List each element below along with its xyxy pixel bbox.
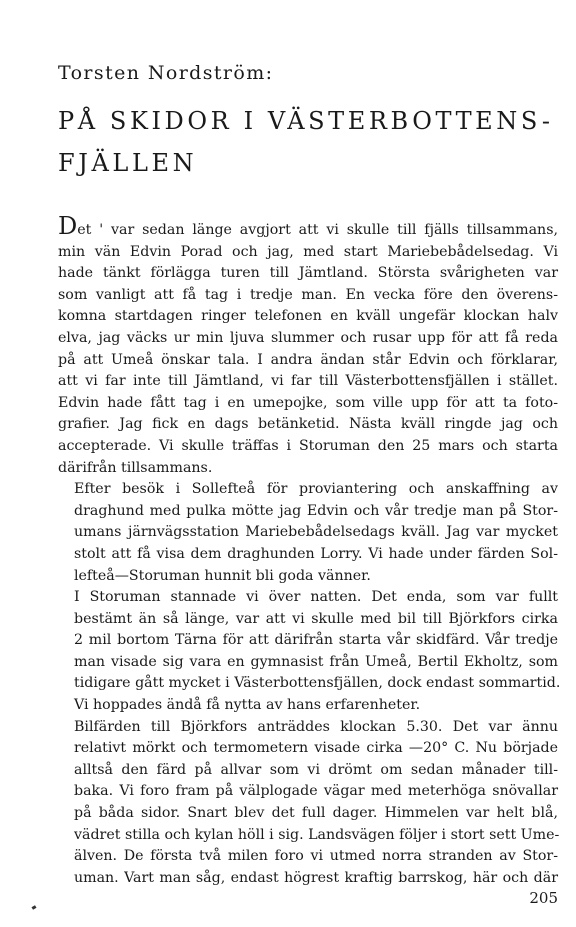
text-line: bestämt än så länge, var att vi skulle med bil till Björkfors cirka bbox=[74, 610, 558, 627]
paragraph-2 bbox=[58, 479, 558, 587]
text-line: Efter besök i Sollefteå för proviantering och anskaffning av bbox=[74, 481, 558, 498]
text-line: hade tänkt förlägga turen till Jämtland. Största svårigheten var bbox=[58, 265, 558, 282]
text-line: att vi far inte till Jämtland, vi far till Västerbottensfjällen i stället. bbox=[58, 373, 558, 390]
text-line: stolt att få visa dem draghunden Lorry. Vi hade under färden Sol- bbox=[74, 545, 558, 562]
text-line: Det ' var sedan länge avgjort att vi skulle till fjälls tillsammans, bbox=[58, 212, 558, 240]
text-line: komna startdagen ringer telefonen en kväll ungefär klockan halv bbox=[58, 308, 558, 325]
text-line: grafier. Jag fick en dags betänketid. Nästa kväll ringde jag och bbox=[58, 416, 558, 433]
paragraph-4 bbox=[58, 717, 558, 890]
article-title-line-1: PÅ SKIDOR I VÄSTERBOTTENS- bbox=[58, 107, 554, 135]
article-title-line-2: FJÄLLEN bbox=[58, 149, 198, 177]
text-line: Vi hoppades ändå få nytta av hans erfarenheter. bbox=[74, 697, 421, 714]
text-line: accepterade. Vi skulle träffas i Storuman den 25 mars och starta bbox=[58, 437, 558, 454]
text-line: alltså den färd på allvar som vi drömt om sedan månader till- bbox=[74, 761, 558, 778]
paragraph-3 bbox=[58, 587, 561, 717]
article-body bbox=[58, 212, 561, 889]
text-line: på båda sidor. Snart blev det full dager. Himmelen var helt blå, bbox=[74, 805, 558, 822]
text-line: I Storuman stannade vi över natten. Det enda, som var fullt bbox=[74, 589, 558, 606]
text-line: tidigare gått mycket i Västerbottensfjällen, dock endast sommartid. bbox=[74, 675, 561, 692]
text-line: Bilfärden till Björkfors anträddes klockan 5.30. Det var ännu bbox=[74, 718, 558, 735]
text-line: uman. Vart man såg, endast högrest kraftig barrskog, här och där bbox=[74, 869, 558, 886]
drop-cap: D bbox=[58, 212, 78, 240]
text-line: på att Umeå önskar tala. I andra ändan står Edvin och förklarar, bbox=[58, 351, 558, 368]
text-line: som vanligt att få tag i tredje man. En vecka före den överens- bbox=[58, 286, 558, 303]
text-line: 2 mil bortom Tärna för att därifrån starta vår skidfärd. Vår tredje bbox=[74, 632, 558, 649]
text-line: relativt mörkt och termometern visade cirka —20° C. Nu började bbox=[74, 740, 558, 757]
text-line: älven. De första två milen foro vi utmed norra stranden av Stor- bbox=[74, 848, 558, 865]
text-line: lefteå—Storuman hunnit bli goda vänner. bbox=[74, 567, 371, 584]
text-line: därifrån tillsammans. bbox=[58, 459, 213, 476]
text-line: min vän Edvin Porad och jag, med start Mariebebådelsedag. Vi bbox=[58, 243, 558, 260]
paragraph-1 bbox=[58, 212, 558, 479]
scan-speck bbox=[32, 905, 37, 910]
text-line: vädret stilla och kylan höll i sig. Landsvägen följer i stort sett Ume- bbox=[74, 826, 560, 843]
article-author: Torsten Nordström: bbox=[58, 62, 274, 84]
text-line: man visade sig vara en gymnasist från Umeå, Bertil Ekholtz, som bbox=[74, 653, 558, 670]
article-title bbox=[58, 100, 558, 184]
text-line: draghund med pulka mötte jag Edvin och vår tredje man på Stor- bbox=[74, 502, 558, 519]
text-line: umans järnvägsstation Mariebebådelsedags kväll. Jag var mycket bbox=[74, 524, 558, 541]
text-line: elva, jag väcks ur min ljuva slummer och rusar upp för att få reda bbox=[58, 329, 558, 346]
text-line: baka. Vi foro fram på välplogade vägar med meterhöga snövallar bbox=[74, 783, 558, 800]
text-line: Edvin hade fått tag i en umepojke, som ville upp för att ta foto- bbox=[58, 394, 558, 411]
page-number: 205 bbox=[529, 889, 558, 907]
